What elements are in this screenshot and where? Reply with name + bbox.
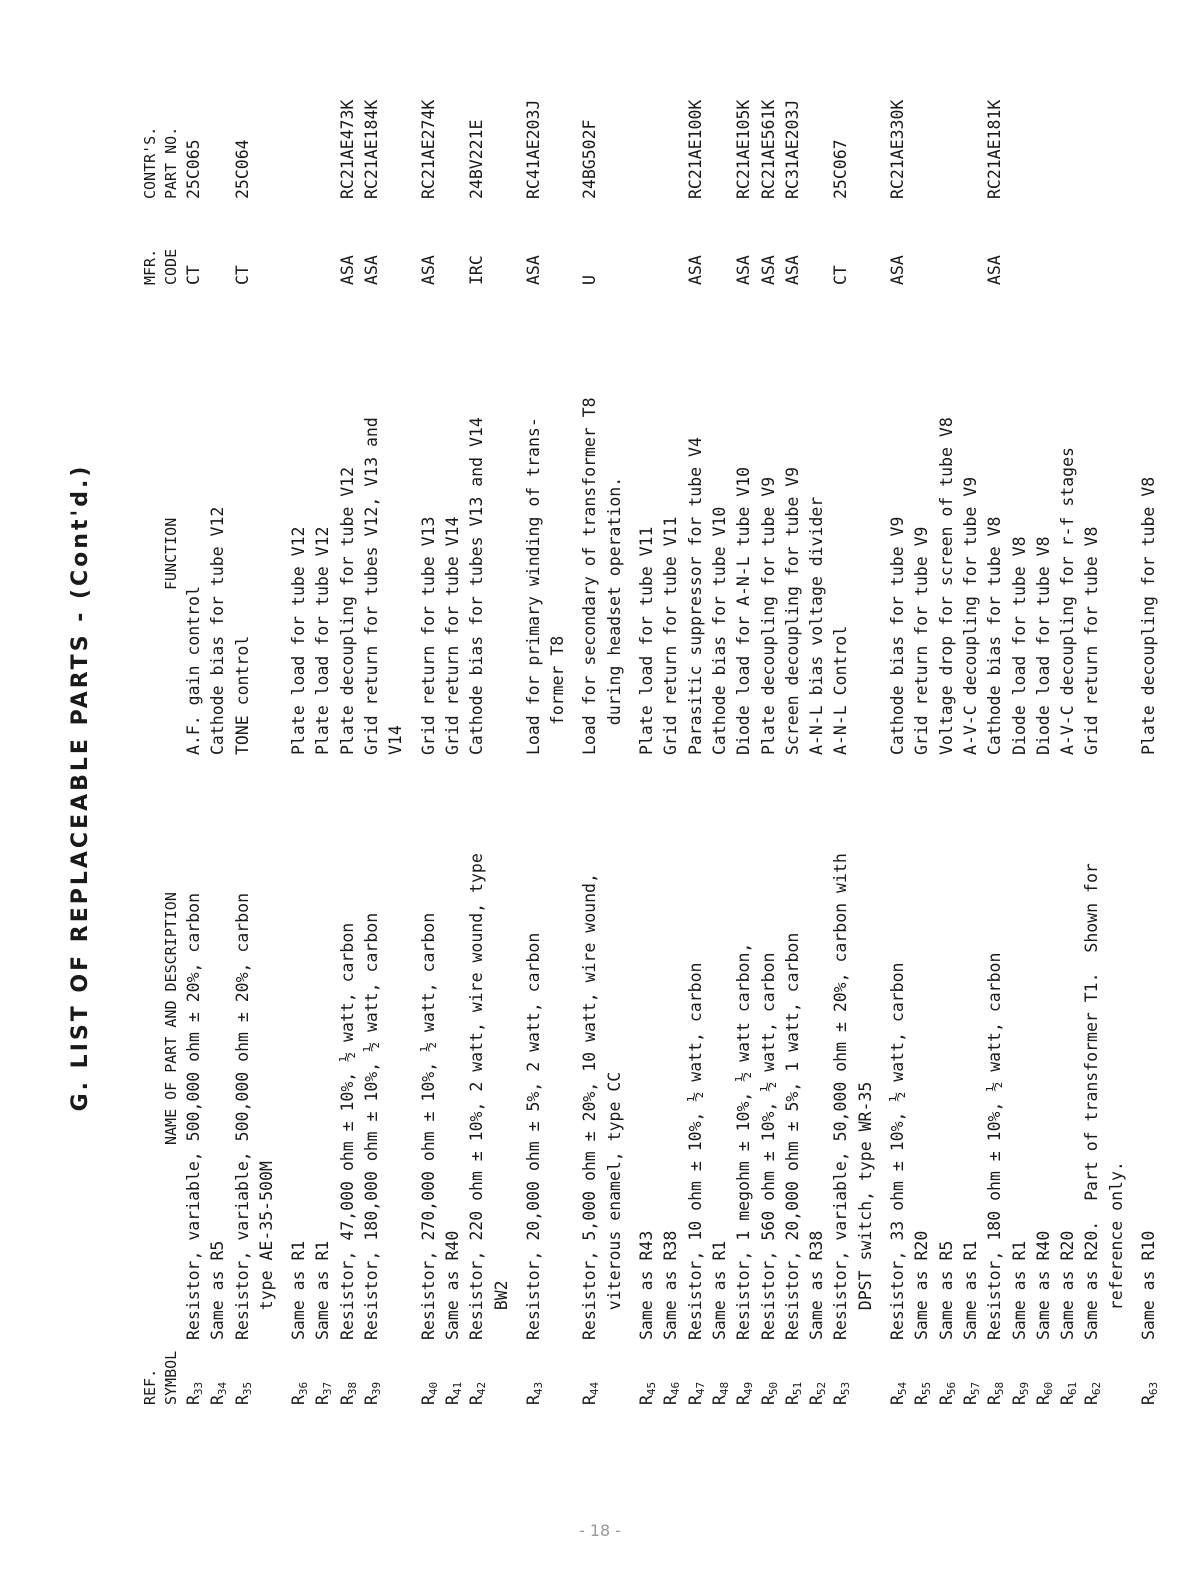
ref-symbol-cell: $R_{54}$: [888, 1381, 910, 1405]
description-cell: Resistor, 180,000 ohm ± 10%, ½ watt, carbon: [362, 912, 382, 1340]
part-number-cell: [287, 9, 311, 199]
description-cell: Same as R1: [960, 1240, 980, 1340]
part-number-cell: [935, 9, 959, 199]
part-number-cell: 24BG502F: [580, 119, 600, 199]
part-number-cell: [805, 9, 829, 199]
description-cell: Resistor, 270,000 ohm ± 10%, ½ watt, carbon: [418, 912, 438, 1340]
row-group-spacer: [627, 195, 635, 285]
description-cell: Resistor, 220 ohm ± 10%, 2 watt, wire wound, type: [467, 853, 487, 1340]
mfr-code-cell: [384, 195, 408, 285]
function-cell: A-V-C decoupling for tube V9: [960, 476, 980, 755]
part-number-column: [182, 9, 1161, 199]
description-cell: Same as R20. Part of transformer T1. Shown for: [1082, 863, 1102, 1340]
part-number-cell: [311, 9, 335, 199]
mfr-code-cell: ASA: [758, 255, 778, 285]
mfr-code-cell: ASA: [362, 255, 382, 285]
row-group-spacer: [570, 9, 578, 199]
function-cell: Diode load for tube V8: [1033, 536, 1053, 755]
description-cell: Same as R1: [313, 1240, 333, 1340]
function-cell: A.F. gain control: [184, 586, 203, 755]
mfr-code-cell: [546, 195, 570, 285]
row-group-spacer: [627, 9, 635, 199]
description-cell: Same as R20: [912, 1230, 932, 1340]
function-cell: Plate load for tube V11: [637, 526, 657, 755]
ref-symbol-cell: $R_{44}$: [580, 1381, 602, 1405]
function-cell: Grid return for tube V13: [418, 516, 438, 755]
mfr-code-cell: [311, 195, 335, 285]
description-cell: viterous enamel, type CC: [604, 1071, 624, 1340]
ref-symbol-cell: $R_{42}$: [467, 1381, 489, 1405]
ref-symbol-cell: $R_{51}$: [782, 1381, 804, 1405]
part-number-cell: RC21AE100K: [685, 99, 705, 199]
part-number-cell: RC21AE274K: [418, 99, 438, 199]
function-cell: Grid return for tube V9: [912, 526, 932, 755]
ref-symbol-cell: $R_{38}$: [337, 1381, 359, 1405]
function-cell: former T8: [548, 635, 568, 755]
mfr-code-cell: ASA: [734, 255, 754, 285]
ref-symbol-cell: $R_{57}$: [960, 1381, 982, 1405]
mfr-code-cell: [441, 195, 465, 285]
function-cell: Plate decoupling for tube V12: [337, 466, 357, 755]
ref-symbol-cell: $R_{53}$: [831, 1381, 853, 1405]
part-number-cell: [635, 9, 659, 199]
ref-symbol-cell: $R_{56}$: [936, 1381, 958, 1405]
mfr-code-cell: ASA: [782, 255, 802, 285]
function-cell: Load for primary winding of trans-: [523, 417, 543, 755]
header-name-description: NAME OF PART AND DESCRIPTION: [162, 892, 180, 1145]
function-cell: Cathode bias for tube V8: [985, 516, 1005, 755]
ref-symbol-cell: $R_{46}$: [661, 1381, 683, 1405]
description-cell: Same as R5: [936, 1240, 956, 1340]
mfr-code-cell: [490, 195, 514, 285]
ref-symbol-cell: $R_{48}$: [709, 1381, 731, 1405]
function-cell: Plate decoupling for tube V8: [1138, 476, 1158, 755]
row-group-spacer: [409, 195, 417, 285]
function-cell: Grid return for tubes V12, V13 and: [362, 417, 382, 755]
description-cell: Same as R38: [807, 1230, 827, 1340]
part-number-cell: RC21AE473K: [337, 99, 357, 199]
mfr-code-cell: IRC: [467, 255, 487, 285]
part-number-cell: [1056, 9, 1080, 199]
row-group-spacer: [514, 9, 522, 199]
part-number-cell: RC21AE561K: [758, 99, 778, 199]
mfr-code-cell: [287, 195, 311, 285]
mfr-code-cell: ASA: [685, 255, 705, 285]
mfr-code-cell: CT: [831, 265, 851, 285]
function-cell: A-N-L bias voltage divider: [807, 496, 827, 755]
part-number-cell: [910, 9, 934, 199]
description-cell: Resistor, 33 ohm ± 10%, ½ watt, carbon: [888, 962, 908, 1340]
part-number-cell: [384, 9, 408, 199]
mfr-code-cell: [659, 195, 683, 285]
ref-symbol-cell: $R_{39}$: [362, 1381, 384, 1405]
description-cell: Same as R40: [442, 1230, 462, 1340]
part-number-cell: RC21AE105K: [734, 99, 754, 199]
ref-symbol-cell: $R_{63}$: [1138, 1381, 1160, 1405]
ref-symbol-cell: $R_{43}$: [523, 1381, 545, 1405]
part-number-cell: [255, 9, 279, 199]
header-part-number: CONTR'S. PART NO.: [141, 126, 180, 199]
part-number-cell: [603, 9, 627, 199]
row-group-spacer: [409, 9, 417, 199]
part-number-cell: RC21AE330K: [888, 99, 908, 199]
row-group-spacer: [514, 195, 522, 285]
row-group-spacer: [1129, 195, 1137, 285]
part-number-cell: [490, 9, 514, 199]
ref-symbol-cell: $R_{37}$: [313, 1381, 335, 1405]
description-cell: Resistor, 20,000 ohm ± 5%, 1 watt, carbon: [782, 932, 802, 1340]
mfr-code-cell: [635, 195, 659, 285]
mfr-code-cell: ASA: [418, 255, 438, 285]
function-cell: Plate load for tube V12: [313, 526, 333, 755]
function-cell: Screen decoupling for tube V9: [782, 466, 802, 755]
function-cell: Plate decoupling for tube V9: [758, 476, 778, 755]
description-cell: Resistor, variable, 500,000 ohm ± 20%, carbon: [232, 892, 252, 1340]
part-number-cell: [959, 9, 983, 199]
mfr-code-cell: CT: [232, 265, 252, 285]
description-cell: Resistor, 560 ohm ± 10%, ½ watt, carbon: [758, 952, 778, 1340]
function-cell: A-V-C decoupling for r-f stages: [1058, 447, 1078, 755]
function-cell: Parasitic suppressor for tube V4: [685, 437, 705, 755]
mfr-code-cell: CT: [184, 265, 203, 285]
mfr-code-cell: [1032, 195, 1056, 285]
part-number-cell: RC21AE184K: [362, 99, 382, 199]
description-cell: Same as R40: [1033, 1230, 1053, 1340]
ref-symbol-cell: $R_{35}$: [232, 1381, 254, 1405]
description-cell: reference only.: [1106, 1161, 1126, 1340]
ref-symbol-cell: $R_{61}$: [1058, 1381, 1080, 1405]
function-cell: Load for secondary of transformer T8: [580, 397, 600, 755]
ref-symbol-cell: $R_{52}$: [807, 1381, 829, 1405]
function-cell: V14: [386, 725, 406, 755]
part-number-cell: [441, 9, 465, 199]
ref-symbol-cell: $R_{33}$: [184, 1381, 205, 1405]
part-number-cell: [708, 9, 732, 199]
header-ref-symbol: REF. SYMBOL: [141, 1350, 180, 1405]
description-cell: Resistor, variable, 500,000 ohm ± 20%, carbon: [184, 892, 203, 1340]
row-group-spacer: [279, 9, 287, 199]
function-cell: TONE control: [232, 635, 252, 755]
mfr-code-cell: ASA: [888, 255, 908, 285]
description-cell: Resistor, 20,000 ohm ± 5%, 2 watt, carbon: [523, 932, 543, 1340]
part-number-cell: 25C067: [831, 139, 851, 199]
function-cell: Grid return for tube V14: [442, 516, 462, 755]
function-cell: Cathode bias for tubes V13 and V14: [467, 417, 487, 755]
mfr-code-cell: [910, 195, 934, 285]
part-number-cell: 24BV221E: [467, 119, 487, 199]
ref-symbol-cell: $R_{55}$: [912, 1381, 934, 1405]
function-cell: Voltage drop for screen of tube V8: [936, 417, 956, 755]
ref-symbol-cell: $R_{49}$: [734, 1381, 756, 1405]
mfr-code-cell: [1080, 195, 1104, 285]
description-cell: Resistor, 180 ohm ± 10%, ½ watt, carbon: [985, 952, 1005, 1340]
function-cell: Grid return for tube V8: [1082, 526, 1102, 755]
mfr-code-cell: [255, 195, 279, 285]
ref-symbol-cell: $R_{50}$: [758, 1381, 780, 1405]
row-group-spacer: [878, 9, 886, 199]
description-cell: Resistor, 47,000 ohm ± 10%, ½ watt, carbon: [337, 922, 357, 1340]
mfr-code-cell: [603, 195, 627, 285]
part-number-cell: RC21AE181K: [985, 99, 1005, 199]
mfr-code-cell: U: [580, 275, 600, 285]
part-number-cell: [1032, 9, 1056, 199]
mfr-code-column: [182, 195, 1161, 285]
function-cell: Cathode bias for tube V12: [208, 506, 228, 755]
description-cell: Same as R5: [208, 1240, 228, 1340]
description-cell: Resistor, 10 ohm ± 10%, ½ watt, carbon: [685, 962, 705, 1340]
ref-symbol-cell: $R_{40}$: [418, 1381, 440, 1405]
mfr-code-cell: [1105, 195, 1129, 285]
part-number-cell: [1008, 9, 1032, 199]
part-number-cell: [1105, 9, 1129, 199]
part-number-cell: [1080, 9, 1104, 199]
ref-symbol-cell: $R_{62}$: [1082, 1381, 1104, 1405]
page-number: - 18 -: [578, 1521, 622, 1540]
part-number-cell: 25C064: [232, 139, 252, 199]
description-cell: Resistor, 1 megohm ± 10%, ½ watt carbon,: [734, 942, 754, 1340]
header-function: FUNCTION: [162, 517, 180, 590]
part-number-cell: [546, 9, 570, 199]
function-cell: Diode load for A-N-L tube V10: [734, 466, 754, 755]
mfr-code-cell: [1137, 195, 1161, 285]
description-cell: Same as R1: [1009, 1240, 1029, 1340]
description-cell: Same as R20: [1058, 1230, 1078, 1340]
mfr-code-cell: ASA: [337, 255, 357, 285]
description-cell: type AE-35-500M: [256, 1161, 276, 1340]
ref-symbol-cell: $R_{45}$: [637, 1381, 659, 1405]
description-cell: Resistor, 5,000 ohm ± 20%, 10 watt, wire wound,: [580, 873, 600, 1340]
row-group-spacer: [279, 195, 287, 285]
description-cell: BW2: [491, 1280, 511, 1340]
function-cell: Cathode bias for tube V10: [709, 506, 729, 755]
mfr-code-cell: [1056, 195, 1080, 285]
ref-symbol-cell: $R_{58}$: [985, 1381, 1007, 1405]
ref-symbol-cell: $R_{36}$: [289, 1381, 311, 1405]
function-cell: Plate load for tube V12: [289, 526, 309, 755]
row-group-spacer: [1129, 9, 1137, 199]
ref-symbol-cell: $R_{60}$: [1033, 1381, 1055, 1405]
page-title: G. LIST OF REPLACEABLE PARTS - (Cont'd.): [68, 463, 93, 1112]
ref-symbol-cell: $R_{34}$: [208, 1381, 230, 1405]
part-number-cell: RC41AE203J: [523, 99, 543, 199]
description-cell: Resistor, variable, 50,000 ohm ± 20%, carbon with: [831, 853, 851, 1340]
part-number-cell: RC31AE203J: [782, 99, 802, 199]
mfr-code-cell: [708, 195, 732, 285]
mfr-code-cell: [206, 195, 230, 285]
row-group-spacer: [570, 195, 578, 285]
part-number-cell: [206, 9, 230, 199]
row-group-spacer: [878, 195, 886, 285]
function-cell: A-N-L Control: [831, 625, 851, 755]
mfr-code-cell: [805, 195, 829, 285]
description-cell: Same as R10: [1138, 1230, 1158, 1340]
function-cell: Grid return for tube V11: [661, 516, 681, 755]
mfr-code-cell: [1008, 195, 1032, 285]
ref-symbol-cell: $R_{47}$: [685, 1381, 707, 1405]
description-cell: DPST switch, type WR-35: [855, 1081, 875, 1340]
function-cell: Cathode bias for tube V9: [888, 516, 908, 755]
mfr-code-cell: [959, 195, 983, 285]
description-cell: Same as R1: [289, 1240, 309, 1340]
function-cell: during headset operation.: [604, 476, 624, 755]
ref-symbol-cell: $R_{41}$: [442, 1381, 464, 1405]
description-cell: Same as R1: [709, 1240, 729, 1340]
mfr-code-cell: [854, 195, 878, 285]
description-cell: Same as R38: [661, 1230, 681, 1340]
description-cell: Same as R43: [637, 1230, 657, 1340]
function-cell: Diode load for tube V8: [1009, 536, 1029, 755]
part-number-cell: 25C065: [184, 139, 203, 199]
mfr-code-cell: [935, 195, 959, 285]
part-number-cell: [1137, 9, 1161, 199]
mfr-code-cell: ASA: [523, 255, 543, 285]
ref-symbol-cell: $R_{59}$: [1009, 1381, 1031, 1405]
header-mfr-code: MFR. CODE: [141, 248, 180, 285]
part-number-cell: [854, 9, 878, 199]
part-number-cell: [659, 9, 683, 199]
mfr-code-cell: ASA: [985, 255, 1005, 285]
